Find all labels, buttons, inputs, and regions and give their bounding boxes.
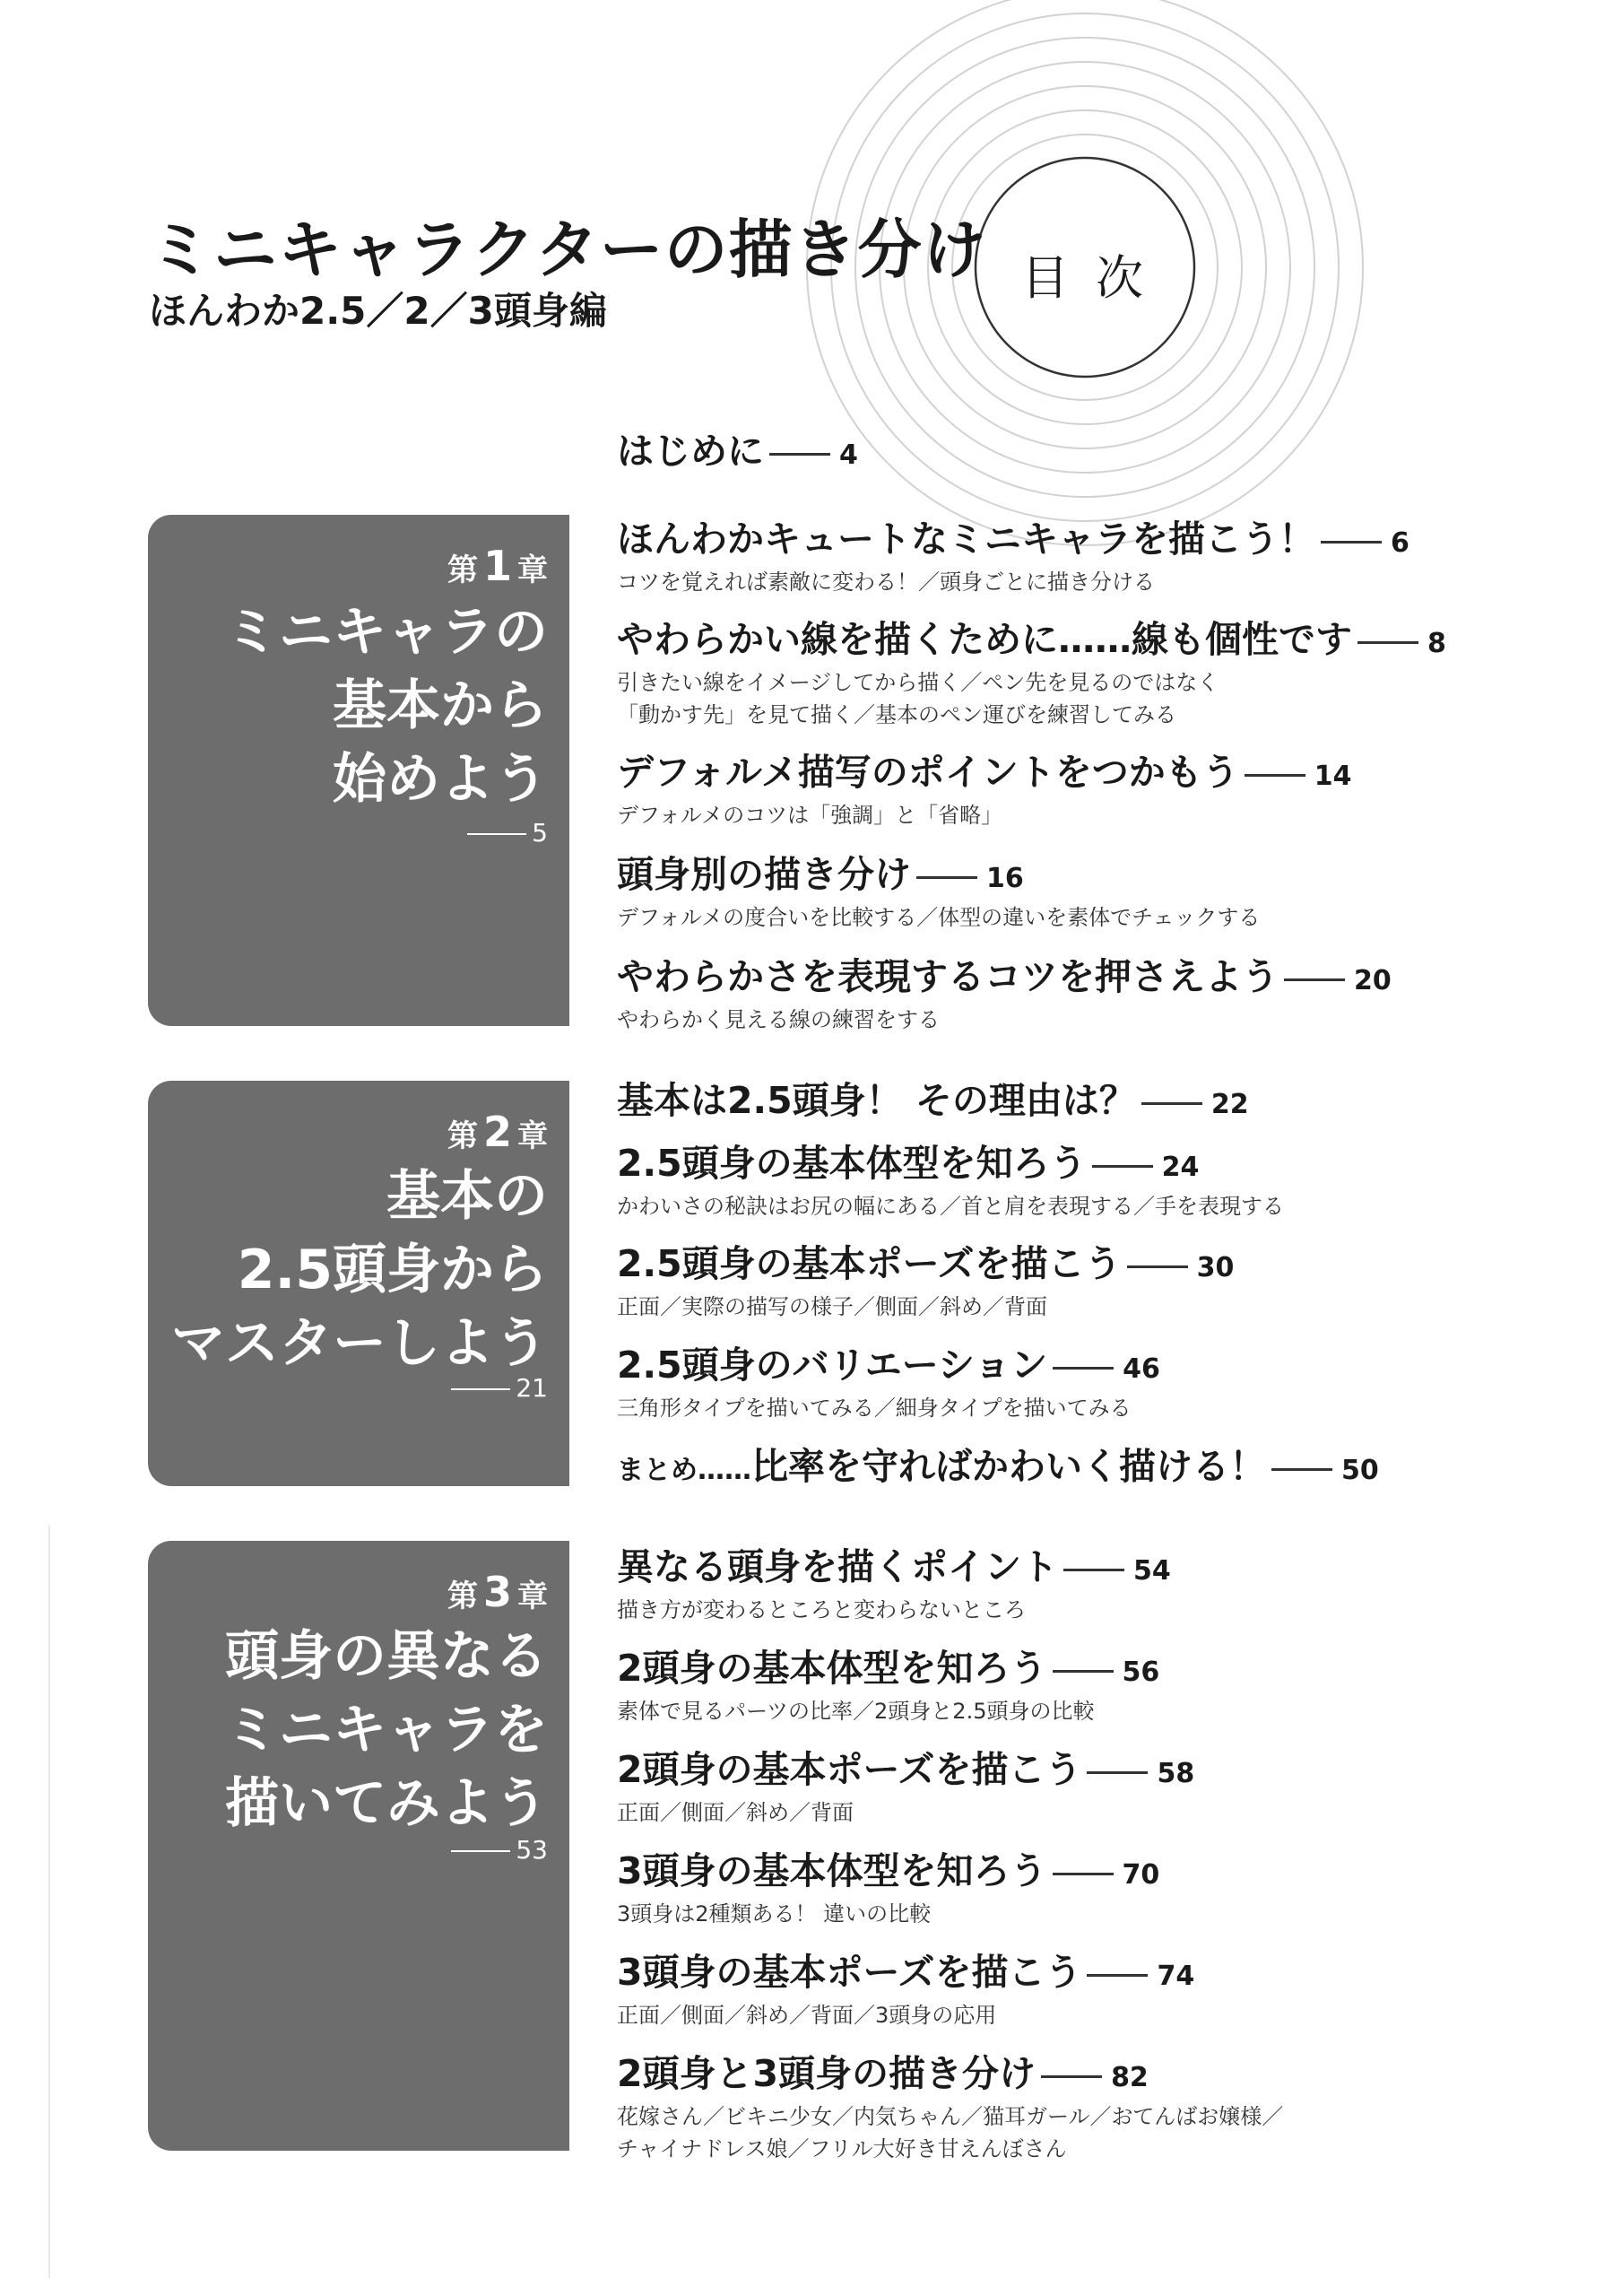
toc-entry[interactable]: 2頭身と3頭身の描き分け 82 花嫁さん／ビキニ少女／内気ちゃん／猫耳ガール／おてんばお嬢様／ チャイナドレス娘／フリル大好き甘えんぼさん bbox=[617, 2052, 1284, 2161]
toc-entry[interactable]: ほんわかキュートなミニキャラを描こう！ 6 コツを覚えれば素敵に変わる！／頭身ごとに描き分ける bbox=[617, 517, 1409, 595]
book-subtitle: ほんわか2.5／2／3頭身編 bbox=[149, 289, 607, 333]
chapter-2-panel[interactable] bbox=[148, 1081, 569, 1486]
chapter-1-panel[interactable] bbox=[148, 515, 569, 1026]
toc-entry[interactable]: 2頭身の基本ポーズを描こう 58 正面／側面／斜め／背面 bbox=[617, 1748, 1195, 1825]
toc-entry[interactable]: 2.5頭身の基本ポーズを描こう 30 正面／実際の描写の様子／側面／斜め／背面 bbox=[617, 1242, 1235, 1319]
toc-entry[interactable]: 3頭身の基本ポーズを描こう 74 正面／側面／斜め／背面／3頭身の応用 bbox=[617, 1951, 1195, 2028]
toc-entry[interactable]: 異なる頭身を描くポイント 54 描き方が変わるところと変わらないところ bbox=[617, 1545, 1171, 1622]
chapter-title: 基本の 2.5頭身から マスターしよう bbox=[171, 1165, 548, 1375]
toc-entry[interactable]: 2.5頭身の基本体型を知ろう 24 かわいさの秘訣はお尻の幅にある／首と肩を表現する／手を表現する bbox=[617, 1142, 1284, 1219]
toc-entry[interactable]: はじめに 4 bbox=[617, 430, 858, 473]
toc-entry[interactable]: 3頭身の基本体型を知ろう 70 3頭身は2種類ある！ 違いの比較 bbox=[617, 1849, 1160, 1926]
chapter-number: 第 1 章 bbox=[447, 542, 548, 590]
chapter-page: 5 bbox=[467, 818, 548, 848]
toc-entry[interactable]: 基本は2.5頭身！ その理由は？ 22 bbox=[617, 1079, 1249, 1122]
chapter-page: 21 bbox=[451, 1373, 548, 1403]
toc-entry[interactable]: 頭身別の描き分け 16 デフォルメの度合いを比較する／体型の違いを素体でチェックする bbox=[617, 853, 1261, 930]
toc-entry[interactable]: やわらかい線を描くために……線も個性です 8 引きたい線をイメージしてから描く／ペン先を見るのではなく 「動かす先」を見て描く／基本のペン運びを練習してみる bbox=[617, 618, 1446, 727]
chapter-title: 頭身の異なる ミニキャラを 描いてみよう bbox=[225, 1625, 548, 1835]
toc-label: 目次 bbox=[1021, 251, 1170, 306]
chapter-title: ミニキャラの 基本から 始めよう bbox=[225, 601, 548, 811]
toc-entry[interactable]: やわらかさを表現するコツを押さえよう 20 やわらかく見える線の練習をする bbox=[617, 955, 1392, 1032]
chapter-number: 第 3 章 bbox=[447, 1568, 548, 1616]
chapter-number: 第 2 章 bbox=[447, 1108, 548, 1156]
toc-entry[interactable]: 2頭身の基本体型を知ろう 56 素体で見るパーツの比率／2頭身と2.5頭身の比較 bbox=[617, 1647, 1160, 1724]
book-title: ミニキャラクターの描き分け bbox=[149, 213, 987, 287]
toc-entry[interactable]: まとめ……比率を守ればかわいく描ける！ 50 bbox=[617, 1445, 1379, 1488]
chapter-page: 53 bbox=[451, 1835, 548, 1865]
toc-entry[interactable]: 2.5頭身のバリエーション 46 三角形タイプを描いてみる／細身タイプを描いてみる bbox=[617, 1344, 1160, 1421]
chapter-3-panel[interactable] bbox=[148, 1541, 569, 2151]
toc-entry[interactable]: デフォルメ描写のポイントをつかもう 14 デフォルメのコツは「強調」と「省略」 bbox=[617, 751, 1352, 828]
